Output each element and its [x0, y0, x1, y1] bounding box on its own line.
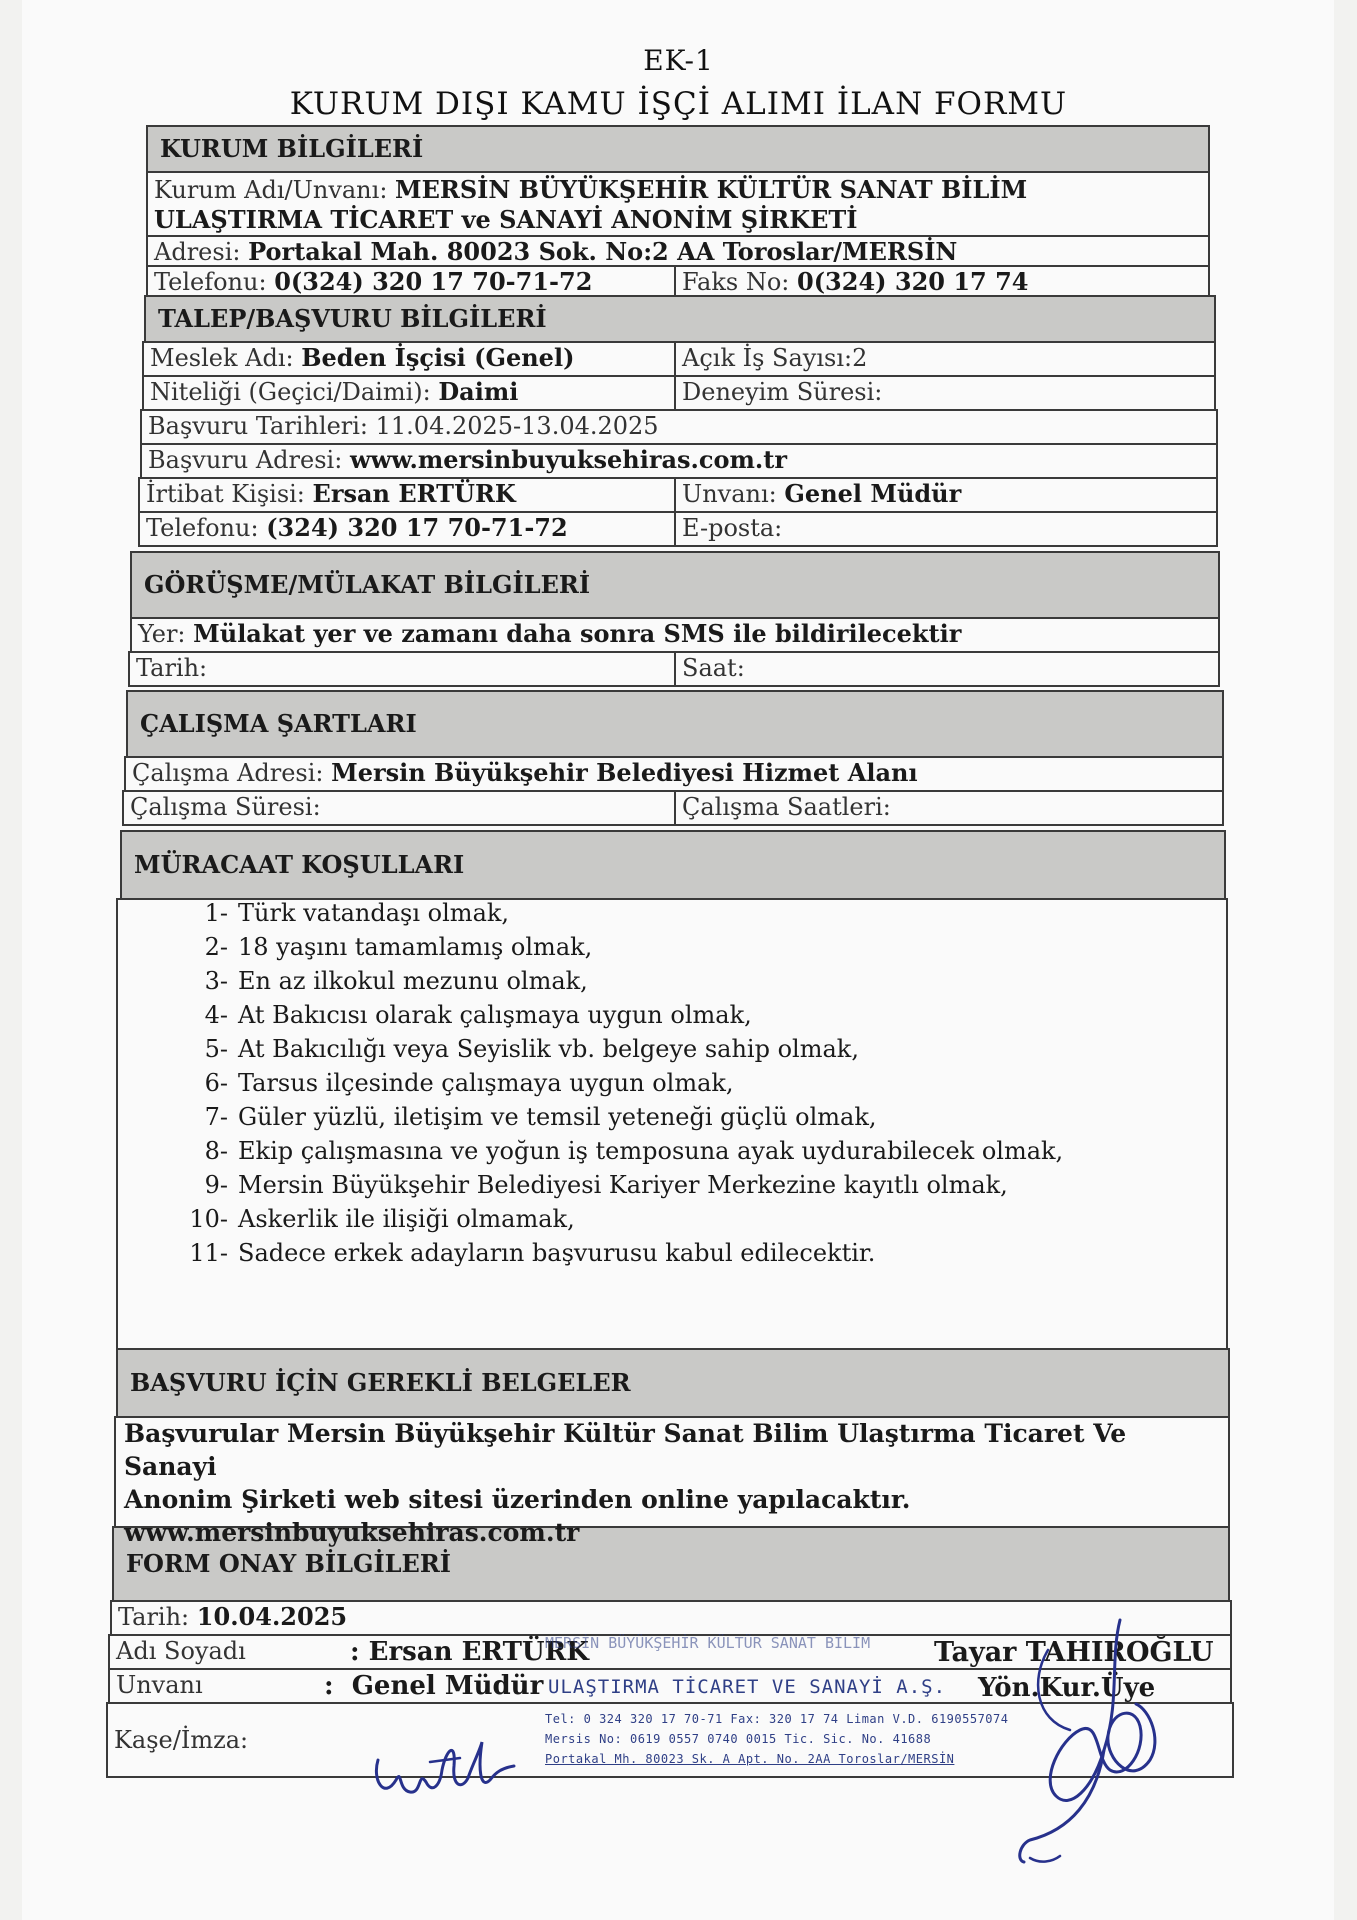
work-hours-field	[674, 790, 1224, 826]
list-item: 3- En az ilkokul mezunu olmak,	[204, 967, 588, 995]
nature-value: Daimi	[438, 377, 519, 406]
institution-name-field	[146, 171, 1210, 237]
institution-phone-label: Telefonu:	[154, 268, 267, 296]
approval-date-label: Tarih:	[118, 1603, 190, 1631]
section-talep-title: TALEP/BAŞVURU BİLGİLERİ	[158, 304, 547, 333]
approval-title-label: Unvanı	[116, 1671, 203, 1699]
contact-email-field	[674, 511, 1218, 547]
institution-phone-field	[146, 265, 676, 297]
approval-name-label: Adı Soyadı	[116, 1637, 246, 1665]
interview-place-label: Yer:	[138, 620, 186, 648]
list-item: 5- At Bakıcılığı veya Seyislik vb. belgeye sahip olmak,	[204, 1035, 859, 1063]
interview-date-label: Tarih:	[136, 654, 208, 682]
documents-line2: Anonim Şirketi web sitesi üzerinden online yapılacaktır.	[124, 1485, 911, 1514]
institution-fax-label: Faks No:	[682, 268, 790, 296]
institution-fax-field	[674, 265, 1210, 297]
section-belgeler-title: BAŞVURU İÇİN GEREKLİ BELGELER	[130, 1368, 631, 1397]
conditions-list	[180, 896, 1063, 1270]
experience-label: Deneyim Süresi:	[682, 378, 883, 406]
stamp-company-line1: MERSİN BÜYÜKŞEHİR KÜLTÜR SANAT BİLİM	[545, 1634, 871, 1652]
documents-text	[124, 1417, 1224, 1549]
interview-date-field	[128, 651, 676, 687]
second-signer-title: Yön.Kur.Üye	[978, 1673, 1156, 1703]
stamp-address-line: Portakal Mh. 80023 Sk. A Apt. No. 2AA Toroslar/MERSİN	[545, 1752, 955, 1766]
section-onay-title: FORM ONAY BİLGİLERİ	[126, 1549, 452, 1578]
contact-phone-label: Telefonu:	[146, 514, 259, 542]
institution-name-line2: ULAŞTIRMA TİCARET ve SANAYİ ANONİM ŞİRKETİ	[154, 205, 858, 234]
contact-person-field	[138, 477, 676, 513]
job-title-field	[142, 341, 676, 377]
institution-address-label: Adresi:	[154, 238, 241, 266]
application-web-field	[140, 443, 1218, 479]
nature-label: Niteliği (Geçici/Daimi):	[150, 378, 431, 406]
stamp-mersis-line: Mersis No: 0619 0557 0740 0015 Tic. Sic. No. 41688	[545, 1732, 932, 1746]
section-kurum-title: KURUM BİLGİLERİ	[160, 134, 424, 163]
application-dates-field	[140, 409, 1218, 445]
job-title-label: Meslek Adı:	[150, 344, 294, 372]
application-web-label: Başvuru Adresi:	[148, 446, 343, 474]
contact-person-value: Ersan ERTÜRK	[312, 479, 516, 508]
stamp-contact-line: Tel: 0 324 320 17 70-71 Fax: 320 17 74 Liman V.D. 6190557074	[545, 1712, 1009, 1726]
list-item: 1- Türk vatandaşı olmak,	[204, 899, 510, 927]
list-item: 2- 18 yaşını tamamlamış olmak,	[204, 933, 593, 961]
experience-field	[674, 375, 1216, 411]
approval-title-value: : Genel Müdür	[324, 1671, 544, 1701]
application-web-value: www.mersinbuyuksehiras.com.tr	[349, 445, 788, 474]
application-dates-label: Başvuru Tarihleri: 11.04.2025-13.04.2025	[148, 412, 659, 440]
work-address-label: Çalışma Adresi:	[132, 759, 324, 787]
stamp-company-line2: ULAŞTIRMA TİCARET VE SANAYİ A.Ş.	[548, 1676, 947, 1698]
approval-date-value: 10.04.2025	[196, 1602, 348, 1631]
form-title: KURUM DIŞI KAMU İŞÇİ ALIMI İLAN FORMU	[289, 86, 1068, 122]
interview-time-label: Saat:	[682, 654, 745, 682]
approval-name-value: : Ersan ERTÜRK	[350, 1637, 589, 1667]
list-item: 4- At Bakıcısı olarak çalışmaya uygun olmak,	[204, 1001, 752, 1029]
openings-label: Açık İş Sayısı:2	[682, 344, 868, 372]
institution-address-field	[146, 235, 1210, 267]
work-duration-label: Çalışma Süresi:	[130, 793, 321, 821]
interview-place-value: Mülakat yer ve zamanı daha sonra SMS ile bildirilecektir	[193, 619, 962, 648]
contact-title-value: Genel Müdür	[784, 479, 962, 508]
section-gorusme	[130, 551, 1220, 619]
job-title-value: Beden İşçisi (Genel)	[301, 343, 575, 372]
contact-title-label: Unvanı:	[682, 480, 777, 508]
institution-name-label: Kurum Adı/Unvanı:	[154, 176, 388, 204]
section-talep	[144, 295, 1216, 343]
institution-fax-value: 0(324) 320 17 74	[797, 267, 1029, 296]
approval-stamp-label: Kaşe/İmza:	[114, 1726, 249, 1754]
contact-phone-value: (324) 320 17 70-71-72	[266, 513, 568, 542]
section-calisma-title: ÇALIŞMA ŞARTLARI	[140, 709, 417, 738]
contact-title-field	[674, 477, 1218, 513]
section-calisma	[126, 690, 1224, 758]
first-signature-icon	[370, 1720, 520, 1810]
second-signer-name: Tayar TAHIROĞLU	[934, 1637, 1214, 1668]
list-item: 8- Ekip çalışmasına ve yoğun iş temposuna ayak uydurabilecek olmak,	[204, 1137, 1064, 1165]
section-gorusme-title: GÖRÜŞME/MÜLAKAT BİLGİLERİ	[144, 570, 591, 599]
contact-email-label: E-posta:	[682, 514, 783, 542]
openings-field	[674, 341, 1216, 377]
list-item: 6- Tarsus ilçesinde çalışmaya uygun olmak,	[204, 1069, 734, 1097]
documents-line1: Başvurular Mersin Büyükşehir Kültür Sanat Bilim Ulaştırma Ticaret Ve Sanayi	[124, 1419, 1127, 1481]
section-muracaat	[120, 830, 1226, 900]
work-hours-label: Çalışma Saatleri:	[682, 793, 891, 821]
list-item: 7- Güler yüzlü, iletişim ve temsil yeteneği güçlü olmak,	[204, 1103, 877, 1131]
interview-place-field	[130, 617, 1220, 653]
section-muracaat-title: MÜRACAAT KOŞULLARI	[134, 850, 465, 879]
work-address-value: Mersin Büyükşehir Belediyesi Hizmet Alanı	[331, 758, 918, 787]
contact-phone-field	[138, 511, 676, 547]
institution-address-value: Portakal Mah. 80023 Sok. No:2 AA Toroslar/MERSİN	[248, 237, 958, 266]
second-signature-icon	[1000, 1600, 1180, 1880]
nature-field	[142, 375, 676, 411]
section-kurum	[146, 125, 1210, 173]
list-item: 9- Mersin Büyükşehir Belediyesi Kariyer Merkezine kayıtlı olmak,	[204, 1171, 1008, 1199]
list-item: 10- Askerlik ile ilişiği olmamak,	[189, 1205, 575, 1233]
annex-label: EK-1	[643, 44, 714, 77]
institution-phone-value: 0(324) 320 17 70-71-72	[274, 267, 593, 296]
list-item: 11- Sadece erkek adayların başvurusu kabul edilecektir.	[189, 1239, 876, 1267]
work-duration-field	[122, 790, 676, 826]
interview-time-field	[674, 651, 1220, 687]
contact-person-label: İrtibat Kişisi:	[146, 480, 305, 508]
institution-name-line1: MERSİN BÜYÜKŞEHİR KÜLTÜR SANAT BİLİM	[395, 175, 1028, 204]
section-belgeler	[116, 1348, 1230, 1418]
work-address-field	[124, 756, 1224, 792]
documents-line3: www.mersinbuyuksehiras.com.tr	[124, 1518, 580, 1547]
